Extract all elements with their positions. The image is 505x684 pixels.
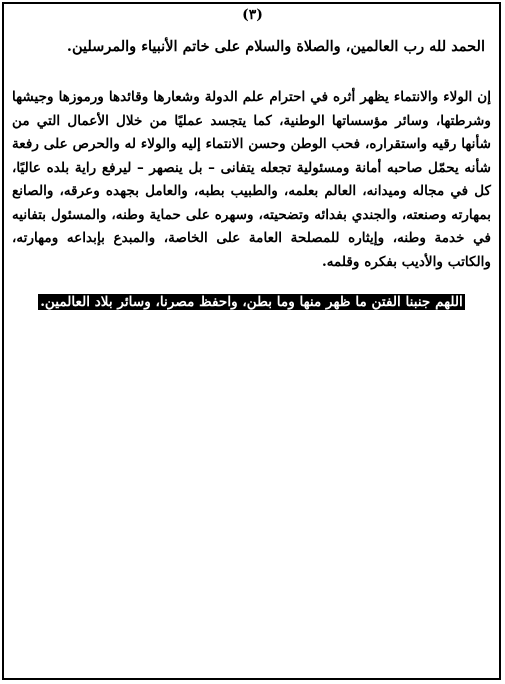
closing-prayer-text: اللهم جنبنا الفتن ما ظهر منها وما بطن، واحفظ مصرنا، وسائر بلاد العالمين. <box>40 294 463 310</box>
document-content <box>12 36 491 313</box>
body-paragraph: إن الولاء والانتماء يظهر أثره في احترام علم الدولة وشعارها وقائدها ورموزها وجيشها وشرطتها، وسائر مؤسساتها الوطنية، كما يتجسد عمليًا من خلال الأعمال التي من شأنها رقيه واستقراره، فحب الوطن وحسن الانتماء إليه والولاء له والحرص على رفعة شأنه يحمّل صاحبه أمانة ومسئولية تجعله يتفانى – بل ينصهر – ليرفع راية بلده عاليًا، كل في مجاله وميدانه، العالم بعلمه، والطبيب بطبه، والعامل بجهده وعرقه، والصانع بمهارته وصنعته، والجندي بفدائه وتضحيته، وسهره على حماية وطنه، والمسئول بتفانيه في خدمة وطنه، وإيثاره للمصلحة العامة على الخاصة، والمبدع بإبداعه ومهارته، والكاتب والأديب بفكره وقلمه. <box>12 89 491 270</box>
opening-line: الحمد لله رب العالمين، والصلاة والسلام على خاتم الأنبياء والمرسلين. <box>66 38 485 55</box>
page-number: (٣) <box>242 7 263 23</box>
closing-prayer <box>12 291 491 313</box>
